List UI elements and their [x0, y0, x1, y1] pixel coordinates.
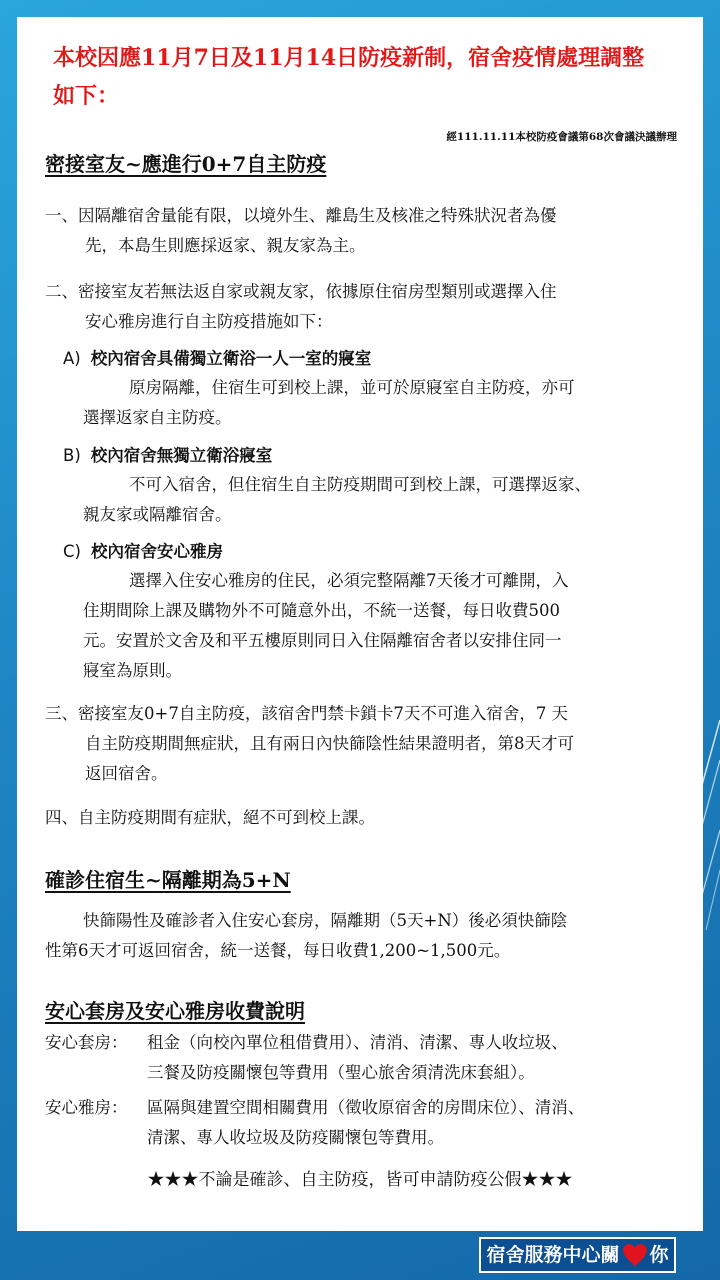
sub-a-label: A) [63, 349, 81, 368]
item-3-line1: 三、密接室友0+7自主防疫，該宿舍門禁卡鎖卡7天不可進入宿舍，7 天 [45, 704, 569, 723]
fee-suite-line2: 三餐及防疫關懷包等費用（聖心旅舍須清洗床套組）。 [147, 1063, 535, 1082]
sub-b-line2: 親友家或隔離宿舍。 [83, 505, 232, 524]
item-2-line2: 安心雅房進行自主防疫措施如下： [85, 312, 333, 331]
headline-line1: 本校因應11月7日及11月14日防疫新制，宿舍疫情處理調整 [53, 45, 645, 71]
headline-line2: 如下： [53, 83, 120, 109]
section-title-confirmed-case: 確診住宿生~隔離期為5+N [45, 868, 291, 892]
sub-a-body [83, 373, 683, 433]
fee-row-suite [45, 1028, 675, 1088]
sub-c-line3: 元。安置於文舍及和平五樓原則同日入住隔離宿舍者以安排住同一 [83, 631, 562, 650]
notice-document [17, 17, 703, 1231]
heart-icon [622, 1243, 648, 1267]
item-1-line1: 一、因隔離宿舍量能有限，以境外生、離島生及核准之特殊狀況者為優 [45, 206, 557, 225]
meeting-reference: 經111.11.11本校防疫會議第68次會議決議辦理 [446, 131, 677, 143]
sub-a-heading: 校內宿舍具備獨立衛浴一人一室的寢室 [90, 349, 372, 368]
sub-b-title [63, 441, 272, 471]
headline [53, 39, 673, 115]
sub-c-heading: 校內宿舍安心雅房 [90, 542, 223, 561]
item-3 [45, 699, 685, 789]
dorm-service-badge [479, 1237, 676, 1273]
confirmed-case-line1: 快篩陽性及確診者入住安心套房，隔離期（5天+N）後必須快篩陰 [83, 911, 568, 930]
item-1-line2: 先，本島生則應採返家、親友家為主。 [85, 236, 366, 255]
sub-b-body [83, 470, 693, 530]
sub-a-line1: 原房隔離，住宿生可到校上課，並可於原寢室自主防疫，亦可 [129, 378, 575, 397]
item-2-line1: 二、密接室友若無法返自家或親友家，依據原住宿房型類別或選擇入住 [45, 282, 557, 301]
sub-c-line4: 寢室為原則。 [83, 661, 182, 680]
badge-text-before: 宿舍服務中心關 [486, 1244, 620, 1266]
item-3-line2: 自主防疫期間無症狀，且有兩日內快篩陰性結果證明者，第8天才可 [85, 734, 574, 753]
fee-room-key: 安心雅房： [45, 1098, 128, 1117]
sub-b-label: B) [63, 446, 81, 465]
sub-b-heading: 校內宿舍無獨立衛浴寢室 [90, 446, 273, 465]
sub-c-line1: 選擇入住安心雅房的住民，必須完整隔離7天後才可離開，入 [129, 571, 569, 590]
badge-text-after: 你 [649, 1244, 669, 1266]
sub-b-line1: 不可入宿舍，但住宿生自主防疫期間可到校上課，可選擇返家、 [129, 475, 591, 494]
confirmed-case-line2: 性第6天才可返回宿舍，統一送餐，每日收費1,200~1,500元。 [45, 941, 511, 960]
fee-suite-key: 安心套房： [45, 1033, 128, 1052]
fee-row-room [45, 1093, 675, 1153]
sub-a-title [63, 344, 371, 374]
sub-c-label: C) [63, 542, 81, 561]
fee-room-value [147, 1093, 677, 1153]
sub-c-body [83, 566, 683, 686]
fee-suite-line1: 租金（向校內單位租借費用）、清消、清潔、專人收垃圾、 [147, 1033, 568, 1052]
fee-room-line1: 區隔與建置空間相關費用（徵收原宿舍的房間床位）、清消、 [147, 1098, 585, 1117]
item-1 [45, 201, 685, 261]
quarantine-leave-note: ★★★不論是確診、自主防疫，皆可申請防疫公假★★★ [147, 1170, 573, 1190]
section-title-fees: 安心套房及安心雅房收費說明 [45, 999, 305, 1023]
sub-c-line2: 住期間除上課及購物外不可隨意外出，不統一送餐，每日收費500 [83, 601, 560, 620]
item-3-line3: 返回宿舍。 [85, 764, 168, 783]
sub-a-line2: 選擇返家自主防疫。 [83, 408, 232, 427]
item-2 [45, 277, 685, 337]
fee-room-line2: 清潔、專人收垃圾及防疫關懷包等費用。 [147, 1128, 444, 1147]
section-title-close-contact: 密接室友~應進行0+7自主防疫 [45, 152, 327, 176]
sub-c-title [63, 537, 223, 567]
item-4: 四、自主防疫期間有症狀，絕不可到校上課。 [45, 808, 375, 827]
confirmed-case-body [45, 906, 685, 966]
fee-suite-value [147, 1028, 677, 1088]
